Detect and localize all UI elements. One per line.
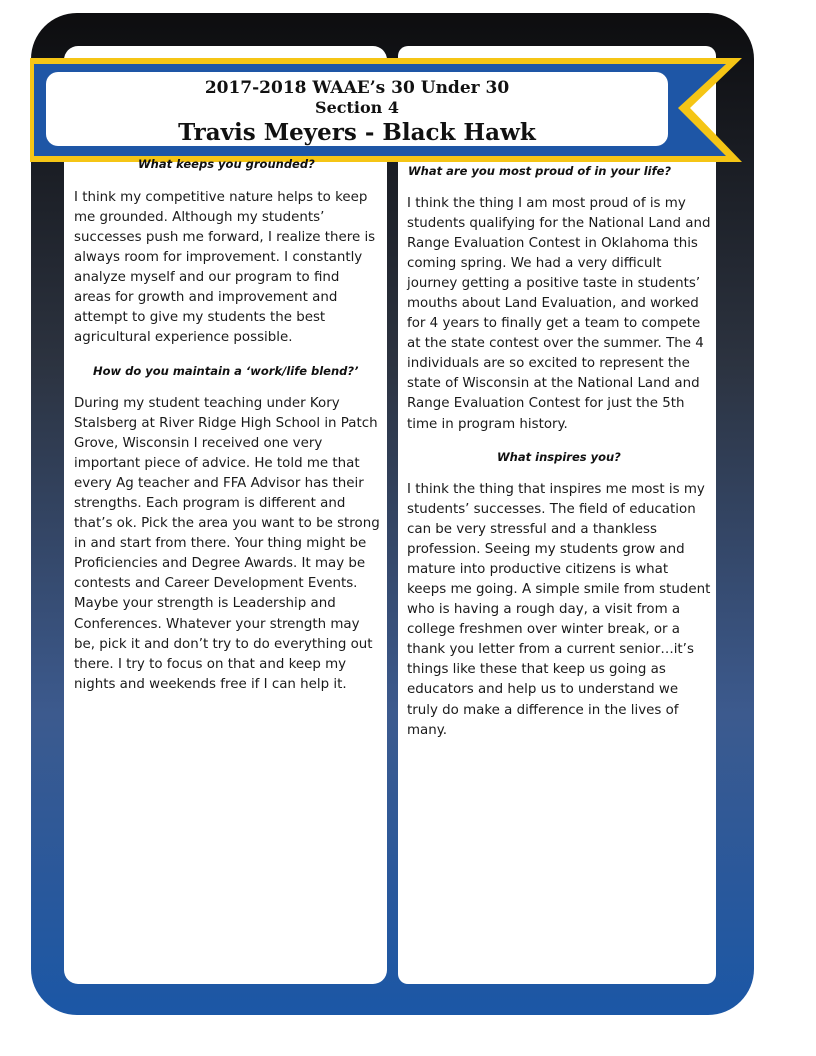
answer-proud: I think the thing I am most proud of is my students qualifying for the National Land and Range Evaluation Contest in Oklahoma this coming spring. We had a very difficult journey getting a positive taste in students’ mouths about Land Evaluation, and worked for 4 years to finally get a team to compete at the state contest over the summer. The 4 individuals are so excited to represent the state of Wisconsin at the National Land and Range Evaluation Contest for just the 5th time in program history. <box>407 196 711 432</box>
title-section: Section 4 <box>315 98 399 117</box>
title-year: 2017-2018 WAAE’s 30 Under 30 <box>204 78 510 98</box>
question-grounded: What keeps you grounded? <box>138 157 315 171</box>
question-work-life: How do you maintain a ‘work/life blend?’ <box>93 364 359 378</box>
question-proud: What are you most proud of in your life? <box>408 164 672 178</box>
title-box <box>46 72 668 146</box>
question-inspires: What inspires you? <box>497 450 621 464</box>
title-name: Travis Meyers - Black Hawk <box>178 119 536 146</box>
answer-work-life: During my student teaching under Kory Stalsberg at River Ridge High School in Patch Grove, Wisconsin I received one very important piece of advice. He told me that every Ag teacher and FFA Advisor has their strengths. Each program is different and that’s ok. Pick the area you want to be strong in and start from there. Your thing might be Proficiencies and Degree Awards. It may be contests and Career Development Events. Maybe your strength is Leadership and Conferences. Whatever your strength may be, pick it and don’t try to do everything out there. I try to focus on that and keep my nights and weekends free if I can help it. <box>74 396 380 692</box>
answer-inspires: I think the thing that inspires me most is my students’ successes. The field of education can be very stressful and a thankless profession. Seeing my students grow and mature into productive citizens is what keeps me going. A simple smile from student who is having a rough day, a visit from a college freshmen over winter break, or a thank you letter from a current senior…it’s things like these that keep us going as educators and help us to understand we truly do make a difference in the lives of many. <box>407 482 711 738</box>
answer-grounded: I think my competitive nature helps to keep me grounded. Although my students’ successes push me forward, I realize there is always room for improvement. I constantly analyze myself and our program to find areas for growth and improvement and attempt to give my students the best agricultural experience possible. <box>74 190 376 346</box>
